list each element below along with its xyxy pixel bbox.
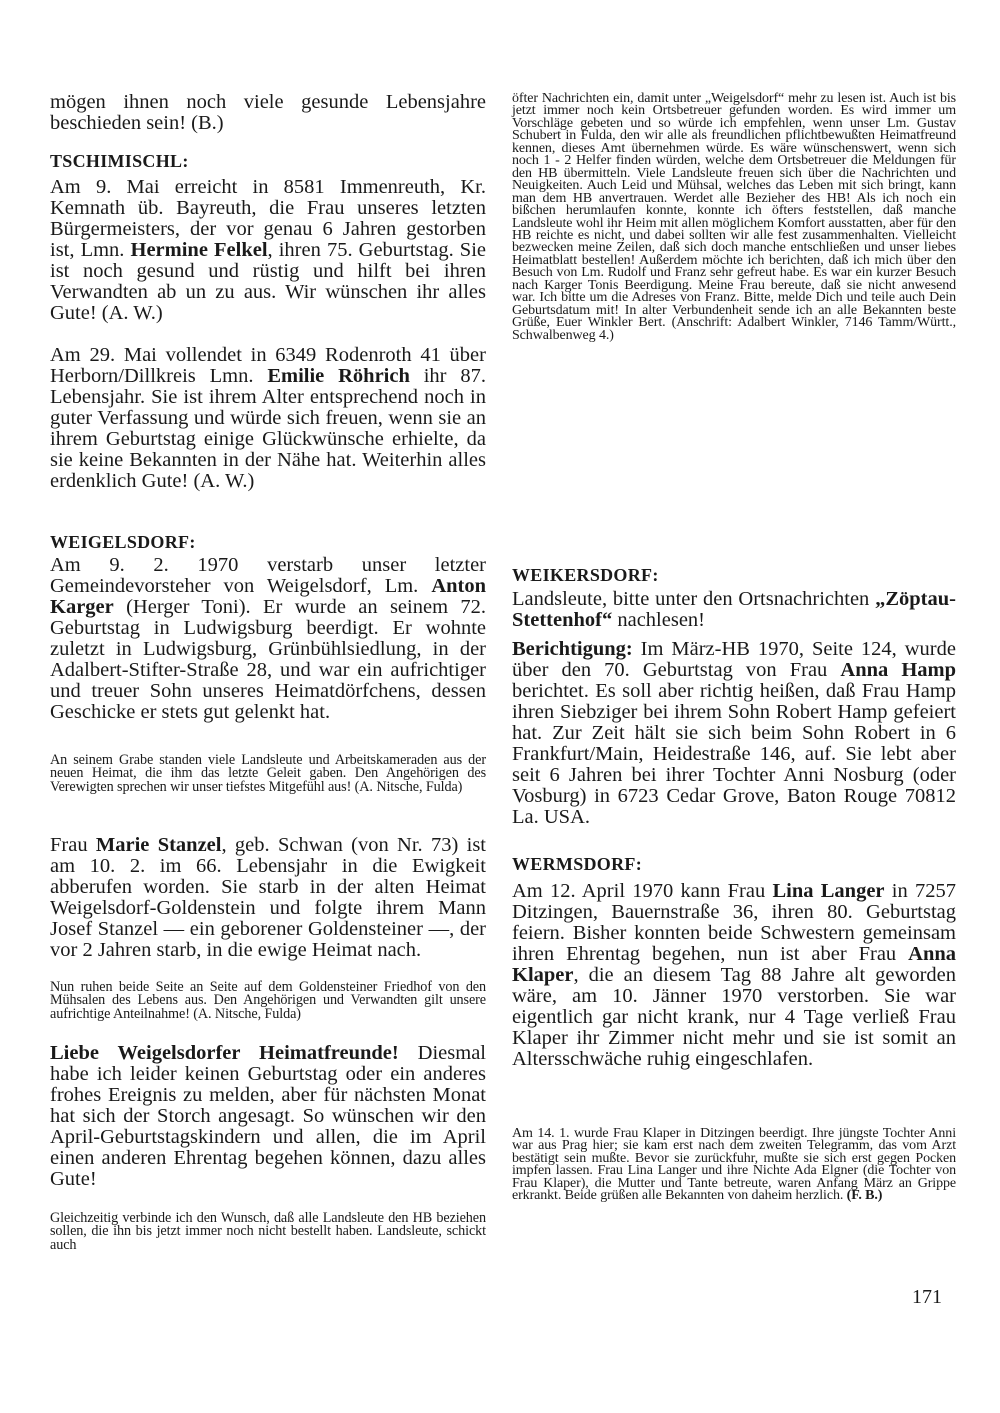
small-print-paragraph bbox=[50, 1212, 486, 1252]
text-run: , die an diesem Tag 88 Jahre alt geworden wäre, am 10. Jänner 1970 verstorben. Sie war eigentlich gar nicht krank, nur 4 Tage verließ Frau Klaper ihr Zimmer nicht mehr und sie ist somit an Altersschwäche ruhig eingeschlafen. bbox=[512, 964, 956, 1070]
paragraph bbox=[512, 881, 956, 1070]
section-heading bbox=[512, 564, 956, 586]
text-run: WEIKERSDORF: bbox=[512, 565, 659, 585]
section-heading bbox=[50, 531, 486, 553]
text-run: berichtet. Es soll aber richtig heißen, daß Frau Hamp ihren Siebziger bei ihrem Sohn Robert Hamp gefeiert hat. Zur Zeit hält sie sich beim Sohn Robert in 6 Frankfurt/Main, Heidestraße 146, auf. Sie lebt aber seit 6 Jahren bei ihrer Tochter Anni Nosburg (oder Vosburg) in 6723 Cedar Grove, Baton Rouge 70812 La. USA. bbox=[512, 680, 956, 828]
text-run: Am 9. Mai erreicht in 8581 Immenreuth, Kr. Kemnath üb. Bayreuth, die Frau unseres letzten Bürgermeisters, der vor genau 6 Jahren gestorben ist, Lmn. bbox=[50, 176, 486, 261]
section-heading bbox=[512, 853, 956, 875]
text-run: ihr 87. Lebensjahr. Sie ist ihrem Alter entsprechend noch in guter Verfassung und würde sich freuen, wenn sie an ihrem Geburtstag einige Glückwünsche erhielte, da sie keine Bekannten in der Nähe hat. Weiterhin alles erdenklich Gute! (A. W.) bbox=[50, 365, 486, 492]
text-run: Landsleute, bitte unter den Ortsnachrichten bbox=[512, 588, 876, 610]
text-run: öfter Nachrichten ein, damit unter „Weigelsdorf“ mehr zu lesen ist. Auch ist bis jetzt immer noch kein Ortsbetreuer gefunden worden. Es wird immer um Vorschläge gebeten und so würde ich empfehlen, wenn unser Lm. Gustav Schubert in Fulda, den wir alle als freundlichen pflichtbewußten Heimatfreund kennen, dieses Amt übernehmen würde. Es wäre wünschenswert, wenn sich noch 1 - 2 Helfer finden würden, welche dem Ortsbetreuer die Meldungen für den HB übermitteln. Viele Landsleute freuen sich über die Nachrichten und Neuigkeiten. Auch Leid und Mühsal, welches das Leben mit sich bringt, kann man dem HB anvertrauen. Werdet alle Bezieher des HB! Als ich noch ein bißchen herumlaufen konnte, konnte ich öfters feststellen, daß manche Landsleute wohl ihr Heim mit allen möglichem Komfort ausstatten, aber für den HB reichte es nicht, und dabei sollten wir alle fest zusammenhalten. Vielleicht bezwecken meine Zeilen, daß sich doch manche entschließen und unser liebes Heimatblatt bestellen! Außerdem möchte ich berichten, daß ich mich über den Besuch von Lm. Rudolf und Franz sehr gefreut habe. Es war ein kurzer Besuch nach Karger Tonis Beerdigung. Meine Frau bereute, daß sie nicht anwesend war. Ich bitte um die Adreses von Franz. Bitte, melde Dich und teile auch Dein Geburtsdatum mit! In alter Verbundenheit sende ich an alle Bekannten beste Grüße, Euer Winkler Bert. (Anschrift: Adalbert Winkler, 7146 Tamm/Württ., Schwalbenweg 4.) bbox=[512, 91, 956, 343]
text-run: Am 12. April 1970 kann Frau bbox=[512, 880, 773, 902]
bold-text: Lina Langer bbox=[772, 880, 885, 902]
small-print-paragraph bbox=[512, 93, 956, 342]
small-print-paragraph bbox=[50, 754, 486, 794]
small-print-paragraph bbox=[512, 1128, 956, 1203]
text-run: mögen ihnen noch viele gesunde Lebensjahre beschieden sein! (B.) bbox=[50, 91, 486, 134]
bold-text: Anton Karger bbox=[50, 575, 486, 618]
paragraph bbox=[50, 835, 486, 961]
paragraph bbox=[512, 639, 956, 828]
bold-text: Emilie Röhrich bbox=[267, 365, 410, 387]
text-run: Diesmal habe ich leider keinen Geburtstag oder ein anderes frohes Ereignis zu melden, aber für nächsten Monat hat sich der Storch angesagt. So wünschen wir den April-Geburtstagskindern und allen, die im April einen anderen Ehrentag begehen können, dazu alles Gute! bbox=[50, 1042, 486, 1190]
bold-text: Berichtigung: bbox=[512, 638, 633, 660]
bold-text: Liebe Weigelsdorfer Heimatfreunde! bbox=[50, 1042, 399, 1064]
text-run: Am 29. Mai vollendet in 6349 Rodenroth 41 über Herborn/Dillkreis Lmn. bbox=[50, 344, 486, 387]
page-number: 171 bbox=[912, 1286, 942, 1308]
text-run: WEIGELSDORF: bbox=[50, 532, 196, 552]
text-run: Am 14. 1. wurde Frau Klaper in Ditzingen beerdigt. Ihre jüngste Tochter Anni war aus Prag hier; sie kam erst nach dem zweiten Telegramm, das vom Arzt bestätigt sein mußte. Bevor sie zurückfuhr, mußte sie sich erst gegen Pocken impfen lassen. Frau Lina Langer und ihre Nichte Ada Elgner (die Tochter von Frau Klaper), die Mutter und Tante betreute, waren Anfang März an Grippe erkrankt. Beide grüßen alle Bekannten von daheim herzlich. bbox=[512, 1126, 956, 1204]
text-run: An seinem Grabe standen viele Landsleute und Arbeitskameraden aus der neuen Heimat, die ihm das letzte Geleit gaben. Den Angehörigen des Verewigten sprechen wir unser tiefstes Mitgefühl aus! (A. Nitsche, Fulda) bbox=[50, 752, 486, 795]
bold-text: (F. B.) bbox=[846, 1188, 883, 1204]
text-run: Nun ruhen beide Seite an Seite auf dem Goldensteiner Friedhof von den Mühsalen des Lebens aus. Den Angehörigen und Verwandten gilt unsere aufrichtige Anteilnahme! (A. Nitsche, Fulda) bbox=[50, 979, 486, 1022]
text-run: WERMSDORF: bbox=[512, 854, 642, 874]
small-print-paragraph bbox=[50, 981, 486, 1021]
text-run: Frau bbox=[50, 834, 96, 856]
paragraph bbox=[50, 1043, 486, 1190]
paragraph bbox=[50, 555, 486, 723]
text-run: TSCHIMISCHL: bbox=[50, 151, 189, 171]
text-run: nachlesen! bbox=[612, 609, 705, 631]
text-run: (Herger Toni). Er wurde an seinem 72. Geburtstag in Ludwigsburg beerdigt. Er wohnte zuletzt in Ludwigsburg, Grünbühlsiedlung, in der Adalbert-Stifter-Straße 28, und war ein aufrichtiger und treuer Sohn unseres Heimatdörfchens, dessen Geschicke er stets gut gelenkt hat. bbox=[50, 596, 486, 723]
text-run: Am 9. 2. 1970 verstarb unser letzter Gemeindevorsteher von Weigelsdorf, Lm. bbox=[50, 554, 486, 597]
text-run: Gleichzeitig verbinde ich den Wunsch, daß alle Landsleute den HB beziehen sollen, die ihn bis jetzt immer noch nicht bestellt haben. Landsleute, schickt auch bbox=[50, 1210, 486, 1253]
text-run: in 7257 Ditzingen, Bauernstraße 36, ihren 80. Geburtstag feiern. Bisher konnten beide Schwestern gemeinsam ihren Ehrentag begehen, nun ist aber Frau bbox=[512, 880, 957, 965]
section-heading bbox=[50, 150, 486, 172]
bold-text: Marie Stanzel bbox=[95, 834, 222, 856]
paragraph bbox=[50, 92, 486, 134]
bold-text: Anna Hamp bbox=[840, 659, 956, 681]
paragraph bbox=[512, 589, 956, 631]
bold-text: Anna Klaper bbox=[512, 943, 956, 986]
paragraph bbox=[50, 177, 486, 324]
paragraph bbox=[50, 345, 486, 492]
text-run: , geb. Schwan (von Nr. 73) ist am 10. 2. im 66. Lebensjahr in die Ewigkeit abberufen worden. Sie starb in der alten Heimat Weigelsdorf-Goldenstein und folgte ihrem Mann Josef Stanzel — ein geborener Goldensteiner —, der vor 2 Jahren starb, in die ewige Heimat nach. bbox=[50, 834, 486, 961]
text-run: Im März-HB 1970, Seite 124, wurde über den 70. Geburtstag von Frau bbox=[512, 638, 956, 681]
bold-text: „Zöptau-Stettenhof“ bbox=[512, 588, 956, 631]
bold-text: Hermine Felkel bbox=[130, 239, 268, 261]
text-run: , ihren 75. Geburtstag. Sie ist noch gesund und rüstig und hilft bei ihren Verwandten ab un zu aus. Wir wünschen ihr alles Gute! (A. W.) bbox=[50, 239, 487, 324]
